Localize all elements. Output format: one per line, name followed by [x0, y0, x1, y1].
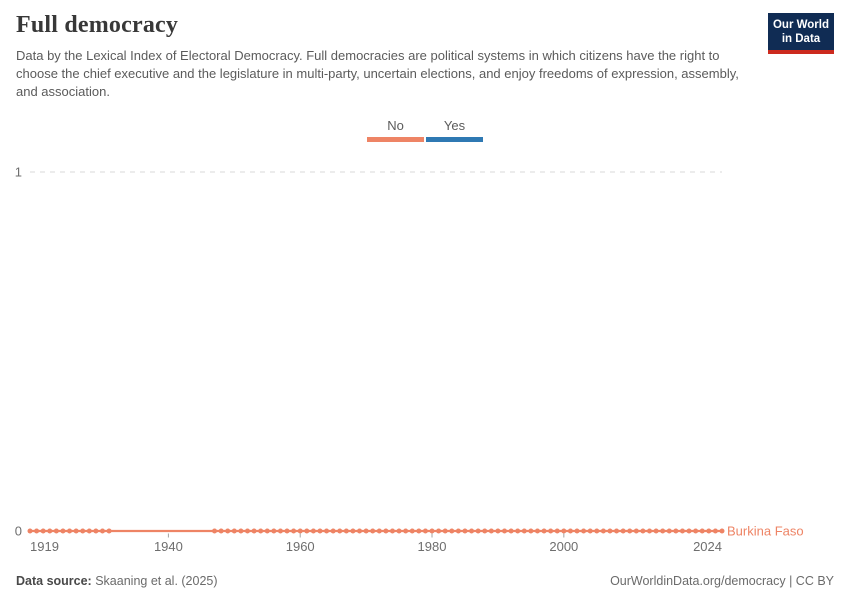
data-point-marker	[87, 529, 92, 534]
data-source	[16, 574, 218, 588]
data-point-marker	[100, 529, 105, 534]
x-axis-tick-label: 1919	[30, 539, 59, 554]
data-point-marker	[640, 529, 645, 534]
data-point-marker	[34, 529, 39, 534]
data-point-marker	[449, 529, 454, 534]
data-point-marker	[555, 529, 560, 534]
data-point-marker	[107, 529, 112, 534]
data-point-marker	[252, 529, 257, 534]
data-point-marker	[660, 529, 665, 534]
data-point-marker	[60, 529, 65, 534]
data-point-marker	[47, 529, 52, 534]
data-point-marker	[713, 529, 718, 534]
data-point-marker	[225, 529, 230, 534]
data-point-marker	[469, 529, 474, 534]
data-point-marker	[476, 529, 481, 534]
data-point-marker	[614, 529, 619, 534]
data-point-marker	[390, 529, 395, 534]
footer	[16, 574, 834, 588]
data-point-marker	[430, 529, 435, 534]
data-point-marker	[522, 529, 527, 534]
x-axis-tick-label: 2024	[693, 539, 722, 554]
data-point-marker	[601, 529, 606, 534]
page-title: Full democracy	[16, 12, 179, 38]
data-point-marker	[607, 529, 612, 534]
owid-logo-line1: Our World	[772, 19, 829, 31]
data-point-marker	[482, 529, 487, 534]
data-point-marker	[568, 529, 573, 534]
data-point-marker	[350, 529, 355, 534]
data-point-marker	[383, 529, 388, 534]
data-point-marker	[28, 529, 33, 534]
data-point-marker	[509, 529, 514, 534]
data-point-marker	[700, 529, 705, 534]
x-axis-tick-label: 1980	[417, 539, 447, 554]
data-point-marker	[542, 529, 547, 534]
y-axis-tick-label: 0	[14, 523, 22, 539]
data-point-marker	[436, 529, 441, 534]
data-point-marker	[304, 529, 309, 534]
data-point-marker	[278, 529, 283, 534]
data-point-marker	[311, 529, 316, 534]
data-point-marker	[317, 529, 322, 534]
data-source-label: Data source:	[16, 574, 92, 588]
data-point-marker	[80, 529, 85, 534]
data-point-marker	[443, 529, 448, 534]
data-point-marker	[654, 529, 659, 534]
data-point-marker	[370, 529, 375, 534]
data-point-marker	[337, 529, 342, 534]
data-point-marker	[561, 529, 566, 534]
data-point-marker	[291, 529, 296, 534]
data-point-marker	[621, 529, 626, 534]
data-point-marker	[588, 529, 593, 534]
data-point-marker	[54, 529, 59, 534]
data-point-marker	[528, 529, 533, 534]
data-point-marker	[93, 529, 98, 534]
data-point-marker	[495, 529, 500, 534]
data-point-marker	[462, 529, 467, 534]
data-point-marker	[489, 529, 494, 534]
data-point-marker	[680, 529, 685, 534]
data-point-marker	[331, 529, 336, 534]
data-point-marker	[245, 529, 250, 534]
data-point-marker	[397, 529, 402, 534]
legend-label: Yes	[443, 118, 466, 133]
data-point-marker	[258, 529, 263, 534]
x-axis-tick-label: 1960	[285, 539, 315, 554]
data-point-marker	[364, 529, 369, 534]
data-point-marker	[634, 529, 639, 534]
owid-logo-line2: in Data	[781, 33, 821, 45]
data-point-marker	[285, 529, 290, 534]
data-point-marker	[673, 529, 678, 534]
x-axis-tick-label: 1940	[153, 539, 183, 554]
data-point-marker	[344, 529, 349, 534]
data-point-marker	[67, 529, 72, 534]
data-point-marker	[324, 529, 329, 534]
data-point-marker	[271, 529, 276, 534]
data-point-marker	[377, 529, 382, 534]
data-point-marker	[647, 529, 652, 534]
data-point-marker	[667, 529, 672, 534]
y-axis-tick-label: 1	[14, 164, 22, 180]
x-axis-tick-label: 2000	[549, 539, 579, 554]
data-point-marker	[502, 529, 507, 534]
data-point-marker	[238, 529, 243, 534]
data-point-marker	[416, 529, 421, 534]
chart-subtitle: Data by the Lexical Index of Electoral Democracy. Full democracies are political systems in which citizens have the right to choose the chief executive and the legislature in multi-party, uncertain elections, and enjoy freedoms of expression, assembly, and association.	[16, 48, 739, 99]
data-point-marker	[720, 529, 725, 534]
data-point-marker	[74, 529, 79, 534]
data-point-marker	[456, 529, 461, 534]
data-point-marker	[41, 529, 46, 534]
data-point-marker	[594, 529, 599, 534]
data-source-value: Skaaning et al. (2025)	[95, 574, 218, 588]
data-point-marker	[706, 529, 711, 534]
data-point-marker	[515, 529, 520, 534]
data-point-marker	[693, 529, 698, 534]
data-point-marker	[232, 529, 237, 534]
data-point-marker	[687, 529, 692, 534]
data-point-marker	[410, 529, 415, 534]
data-point-marker	[403, 529, 408, 534]
data-point-marker	[219, 529, 224, 534]
entity-label-burkina-faso[interactable]: Burkina Faso	[727, 523, 804, 539]
data-point-marker	[212, 529, 217, 534]
data-point-marker	[575, 529, 580, 534]
data-point-marker	[357, 529, 362, 534]
data-point-marker	[265, 529, 270, 534]
data-point-marker	[535, 529, 540, 534]
data-point-marker	[581, 529, 586, 534]
data-point-marker	[298, 529, 303, 534]
legend-label: No	[387, 118, 404, 133]
data-point-marker	[627, 529, 632, 534]
attribution: OurWorldinData.org/democracy | CC BY	[610, 574, 834, 588]
data-point-marker	[423, 529, 428, 534]
data-point-marker	[548, 529, 553, 534]
